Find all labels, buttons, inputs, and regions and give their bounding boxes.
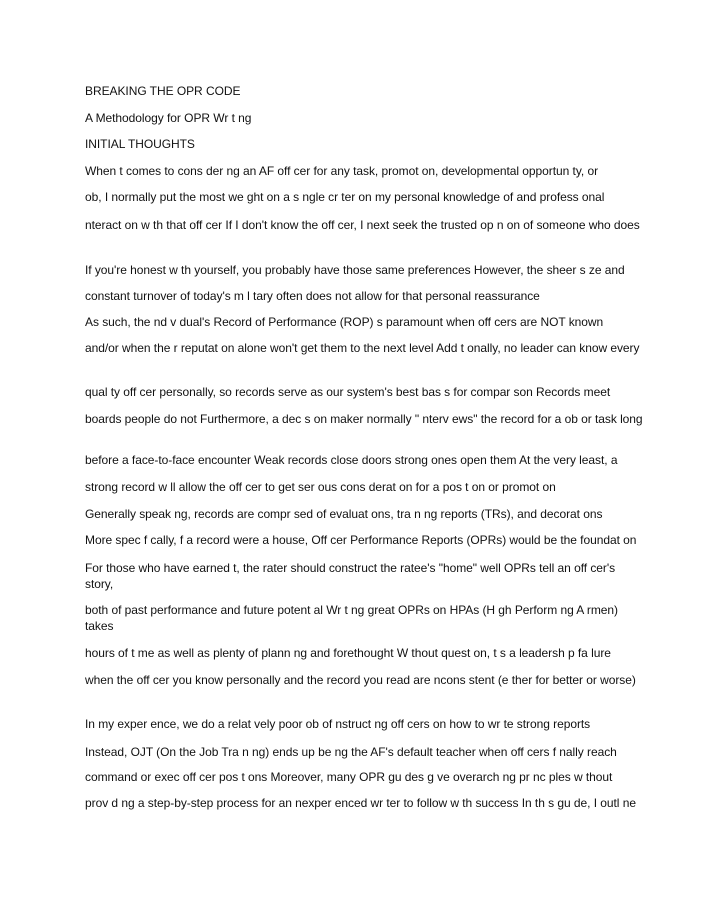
section-heading: INITIAL THOUGHTS [85, 137, 195, 151]
body-line: boards people do not Furthermore, a dec s on maker normally " nterv ews" the record for a ob or task long [85, 412, 643, 426]
body-line: qual ty off cer personally, so records serve as our system's best bas s for compar son Records meet [85, 385, 611, 399]
body-line: If you're honest w th yourself, you probably have those same preferences However, the sheer s ze and [85, 263, 625, 277]
body-line: strong record w ll allow the off cer to get ser ous cons derat on for a pos t on or promot on [85, 480, 556, 494]
body-line: hours of t me as well as plenty of plann ng and forethought W thout quest on, t s a leadersh p fa lure [85, 646, 611, 660]
body-line: constant turnover of today's m l tary often does not allow for that personal reassurance [85, 289, 540, 303]
body-line: Instead, OJT (On the Job Tra n ng) ends up be ng the AF's default teacher when off cers f nally reach [85, 745, 617, 759]
body-line: and/or when the r reputat on alone won't get them to the next level Add t onally, no leader can know every [85, 341, 640, 355]
body-line: When t comes to cons der ng an AF off cer for any task, promot on, developmental opportun ty, or [85, 164, 599, 178]
body-line: ob, I normally put the most we ght on a s ngle cr ter on my personal knowledge of and profess onal [85, 190, 605, 204]
body-line: both of past performance and future potent al Wr t ng great OPRs on HPAs (H gh Perform ng A rmen) takes [85, 603, 618, 633]
body-line: when the off cer you know personally and the record you read are ncons stent (e ther for better or worse) [85, 673, 636, 687]
body-line: In my exper ence, we do a relat vely poor ob of nstruct ng off cers on how to wr te strong reports [85, 717, 591, 731]
body-line: nteract on w th that off cer If I don't know the off cer, I next seek the trusted op n on of someone who does [85, 218, 640, 232]
body-line: before a face-to-face encounter Weak records close doors strong ones open them At the very least, a [85, 453, 618, 467]
document-title: BREAKING THE OPR CODE [85, 84, 241, 98]
document-subtitle: A Methodology for OPR Wr t ng [85, 111, 252, 125]
body-line: prov d ng a step-by-step process for an nexper enced wr ter to follow w th success In th s gu de, I outl ne [85, 796, 636, 810]
body-line: More spec f cally, f a record were a house, Off cer Performance Reports (OPRs) would be the foundat on [85, 533, 637, 547]
body-line: As such, the nd v dual's Record of Performance (ROP) s paramount when off cers are NOT known [85, 315, 604, 329]
body-line: For those who have earned t, the rater should construct the ratee's "home" well OPRs tell an off cer's story, [85, 561, 616, 591]
body-line: Generally speak ng, records are compr sed of evaluat ons, tra n ng reports (TRs), and decorat ons [85, 507, 603, 521]
body-line: command or exec off cer pos t ons Moreover, many OPR gu des g ve overarch ng pr nc ples w thout [85, 770, 613, 784]
